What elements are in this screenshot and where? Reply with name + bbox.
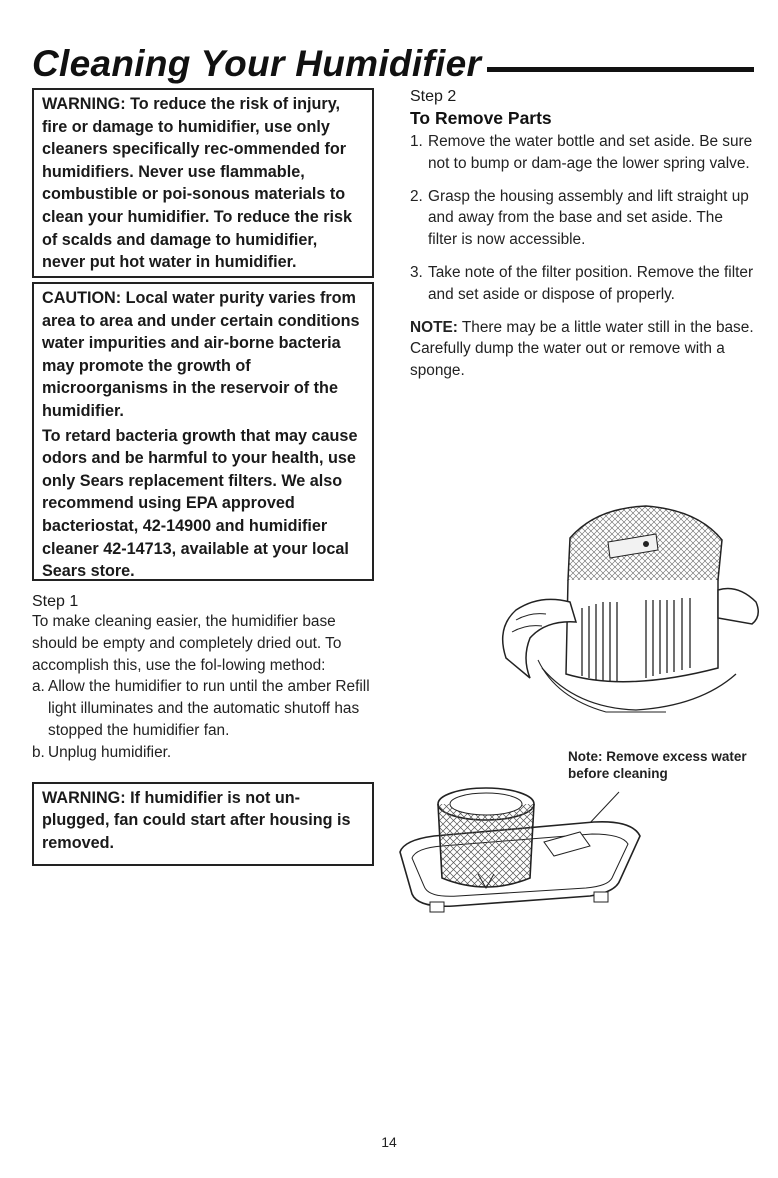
list-marker: a. [32,678,45,696]
filter-base-illustration [394,782,649,917]
list-item [410,186,755,251]
step2-subheading: To Remove Parts [410,108,552,128]
warning-text-unplug: WARNING: If humidifier is not un-plugged, fan could start after housing is removed. [42,788,351,852]
step1-heading: Step 1 [32,593,79,610]
step1-list [32,676,374,763]
list-item-text: Grasp the housing assembly and lift straight up and away from the base and set aside. The filter is now accessible. [428,187,749,249]
figure-caption: Note: Remove excess water before cleaning [568,749,747,781]
page-title: Cleaning Your Humidifier [32,43,482,84]
step2-list [410,131,755,306]
list-marker: 2. [410,187,423,205]
title-rule [487,67,754,72]
title-row [32,40,754,88]
page-number: 14 [381,1134,397,1150]
right-column [410,88,755,382]
housing-lift-illustration [486,498,761,723]
list-item-text: Unplug humidifier. [48,743,172,761]
step1-section [32,593,374,764]
list-item [410,131,755,175]
caution-text-2: To retard bacteria growth that may cause odors and be harmful to your health, use only Sears replacement filters. We also recommend using EPA approved bacteriostat, 42-14900 and humidifier cleaner 42-14713, available at your local Sears store. [42,426,358,581]
step2-heading: Step 2 [410,88,457,105]
warning-box-unplug [32,782,374,866]
list-marker: 1. [410,133,423,150]
list-item-text: Take note of the filter position. Remove the filter and set aside or dispose of properly. [428,263,754,303]
list-marker: 3. [410,263,423,281]
note-label: NOTE: [410,318,458,336]
step2-note [410,317,755,382]
step1-intro: To make cleaning easier, the humidifier base should be empty and completely dried out. To accomplish this, use the fol-lowing method: [32,613,342,674]
list-item-text: Allow the humidifier to run until the amber Refill light illuminates and the automatic shutoff has stopped the humidifier fan. [48,678,370,739]
caution-text-1: CAUTION: Local water purity varies from area to area and under certain conditions water impurities and air-borne bacteria may promote the growth of microorganisms in the reservoir of the humidifier. [42,289,360,420]
warning-text-chemicals: WARNING: To reduce the risk of injury, fire or damage to humidifier, use only cleaners specifically rec-ommended for humidifiers. Never use flammable, combustible or poi-sonous materials to clean your humidifier. To reduce the risk of scalds and damage to humidifier, never put hot water in humidifier. [42,95,353,272]
caution-box-water-purity [32,282,374,581]
list-item-text: Remove the water bottle and set aside. Be sure not to bump or dam-age the lower spring valve. [428,133,753,172]
list-item [32,676,374,741]
list-item [32,742,374,764]
warning-box-chemicals [32,88,374,278]
list-marker: b. [32,743,45,761]
left-column [32,88,374,866]
list-item [410,262,755,306]
note-text: There may be a little water still in the base. Carefully dump the water out or remove with a sponge. [410,318,754,380]
